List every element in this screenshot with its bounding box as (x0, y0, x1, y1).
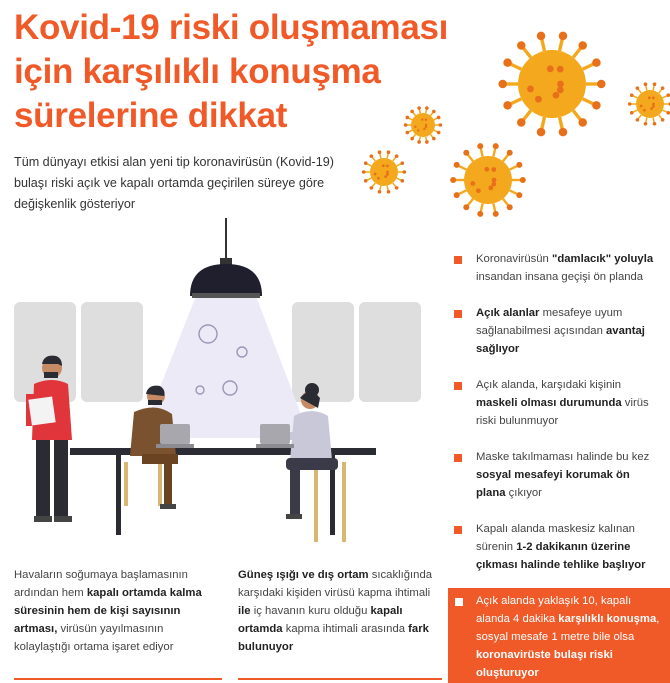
body-text: kapma ihtimali arasında (282, 623, 409, 635)
bullet-square-icon (454, 256, 462, 264)
emphasis-text: maskeli olması durumunda (476, 397, 622, 409)
body-text: insandan insana geçişi ön planda (476, 271, 644, 283)
window-panel (292, 302, 354, 402)
risk-bullet-list (454, 250, 660, 683)
body-text: Açık alanda, karşıdaki kişinin (476, 379, 622, 391)
emphasis-text: kapalı ortamda (238, 605, 403, 635)
emphasis-text: kapalı ortamda kalma süresinin hem de kişi sayısının artması, (14, 587, 202, 635)
office-illustration (0, 218, 440, 558)
emphasis-text: "damlacık" (551, 253, 612, 265)
bullet-square-icon (454, 526, 462, 534)
coronavirus-icon (492, 24, 612, 144)
emphasis-text: fark bulunuyor (238, 623, 429, 653)
laptop-icon (256, 424, 294, 448)
risk-bullet-item (454, 448, 654, 502)
laptop-icon (156, 424, 194, 448)
emphasis-text: avantaj sağlıyor (476, 325, 645, 355)
divider (238, 678, 442, 680)
risk-bullet-item (448, 588, 670, 683)
body-text: virüs riski bulunmuyor (476, 397, 649, 427)
body-text: Havaların soğumaya başlamasının ardından hem (14, 569, 188, 599)
bullet-square-icon (454, 310, 462, 318)
subtitle: Tüm dünyayı etkisi alan yeni tip koronavirüsün (Kovid-19) bulaşı riski açık ve kapalı ortamda geçirilen süreye göre değişkenlik gösteriyor (14, 155, 334, 211)
emphasis-text: sosyal mesafeyi korumak ön plana (476, 469, 630, 499)
bullet-square-icon (454, 454, 462, 462)
title-line: için karşılıklı konuşma (14, 52, 381, 91)
window-panel (359, 302, 421, 402)
risk-bullet-item (454, 304, 654, 358)
emphasis-text: 1-2 dakikanın üzerine çıkması halinde tehlike başlıyor (476, 541, 646, 571)
body-text: iç havanın kuru olduğu (250, 605, 371, 617)
emphasis-text: Açık alanlar (476, 307, 540, 319)
divider (14, 678, 222, 680)
title-line: sürelerine dikkat (14, 96, 288, 135)
info-box-sunlight (238, 566, 438, 656)
ceiling-lamp-icon (190, 258, 262, 298)
body-text: Açık alanda yaklaşık 10, kapalı alanda 4 dakika (476, 595, 632, 625)
body-text: , sosyal mesafe 1 metre bile olsa (476, 613, 660, 643)
risk-bullet-item (454, 376, 654, 430)
coronavirus-icon (360, 148, 408, 196)
coronavirus-icon (401, 103, 445, 147)
title-line: Kovid-19 riski oluşmaması (14, 8, 449, 47)
body-text: Maske takılmaması halinde bu kez (476, 451, 650, 463)
bullet-square-icon (454, 382, 462, 390)
body-text: Koronavirüsün (476, 253, 552, 265)
body-text: sıcaklığında karşıdaki kişiden virüsü kapma ihtimali (238, 569, 433, 599)
emphasis-text: karşılıklı konuşma (558, 613, 657, 625)
emphasis-text: yoluyla (614, 253, 654, 265)
coronavirus-icon (446, 138, 530, 222)
emphasis-text: ile (238, 605, 251, 617)
body-text: Kapalı alanda maskesiz kalınan sürenin (476, 523, 635, 553)
emphasis-text: Güneş ışığı ve dış ortam (238, 569, 369, 581)
bullet-square-icon (455, 598, 463, 606)
coronavirus-icon (628, 82, 670, 126)
body-text: çıkıyor (505, 487, 542, 499)
info-box-indoor (14, 566, 214, 656)
risk-bullet-item (454, 520, 654, 574)
body-text: virüsün yayılmasının kolaylaştığı ortama işaret ediyor (14, 623, 174, 653)
risk-bullet-item (454, 250, 654, 286)
body-text: mesafeye uyum sağlanabilmesi açısından (476, 307, 623, 337)
emphasis-text: koronavirüste bulaşı riski oluşturuyor (476, 649, 613, 679)
window-panel (81, 302, 143, 402)
